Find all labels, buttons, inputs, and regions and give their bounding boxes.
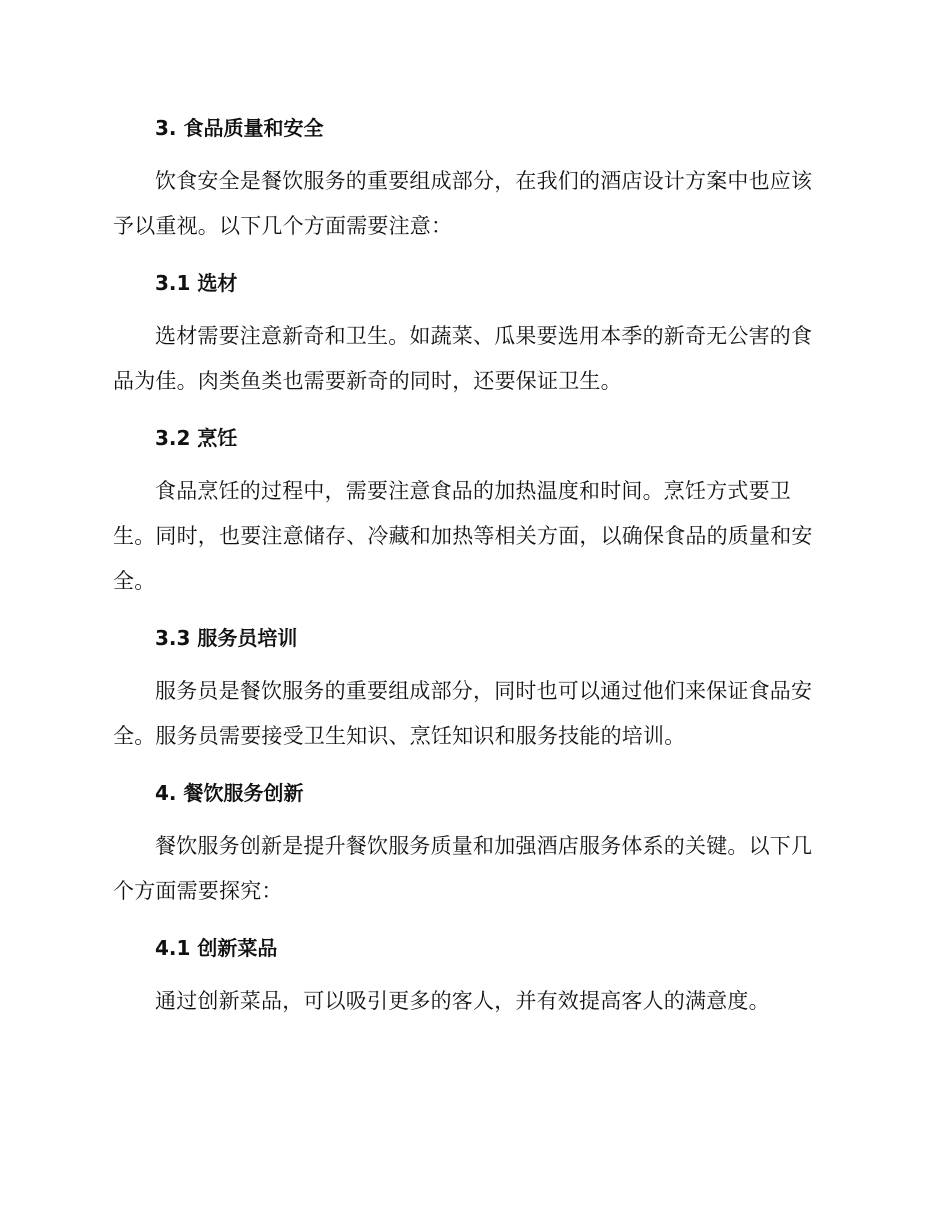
section-heading: 4. 餐饮服务创新 [155,781,304,805]
section-heading: 3.3 服务员培训 [155,626,298,650]
section-heading: 3.2 烹饪 [155,426,238,450]
section-paragraph: 通过创新菜品，可以吸引更多的客人，并有效提高客人的满意度。 [155,989,770,1013]
document-content [113,112,831,1024]
section-heading: 3.1 选材 [155,271,238,295]
section-paragraph: 选材需要注意新奇和卫生。如蔬菜、瓜果要选用本季的新奇无公害的食品为佳。肉类鱼类也需要新奇的同时，还要保证卫生。 [113,324,813,393]
section-paragraph: 餐饮服务创新是提升餐饮服务质量和加强酒店服务体系的关键。以下几个方面需要探究： [113,834,813,903]
section-paragraph: 服务员是餐饮服务的重要组成部分，同时也可以通过他们来保证食品安全。服务员需要接受卫生知识、烹饪知识和服务技能的培训。 [113,679,813,748]
section-paragraph: 食品烹饪的过程中，需要注意食品的加热温度和时间。烹饪方式要卫生。同时，也要注意储存、冷藏和加热等相关方面，以确保食品的质量和安全。 [113,479,813,593]
section-paragraph: 饮食安全是餐饮服务的重要组成部分，在我们的酒店设计方案中也应该予以重视。以下几个方面需要注意： [113,169,813,238]
section-heading: 3. 食品质量和安全 [155,116,324,140]
section-heading: 4.1 创新菜品 [155,936,278,960]
